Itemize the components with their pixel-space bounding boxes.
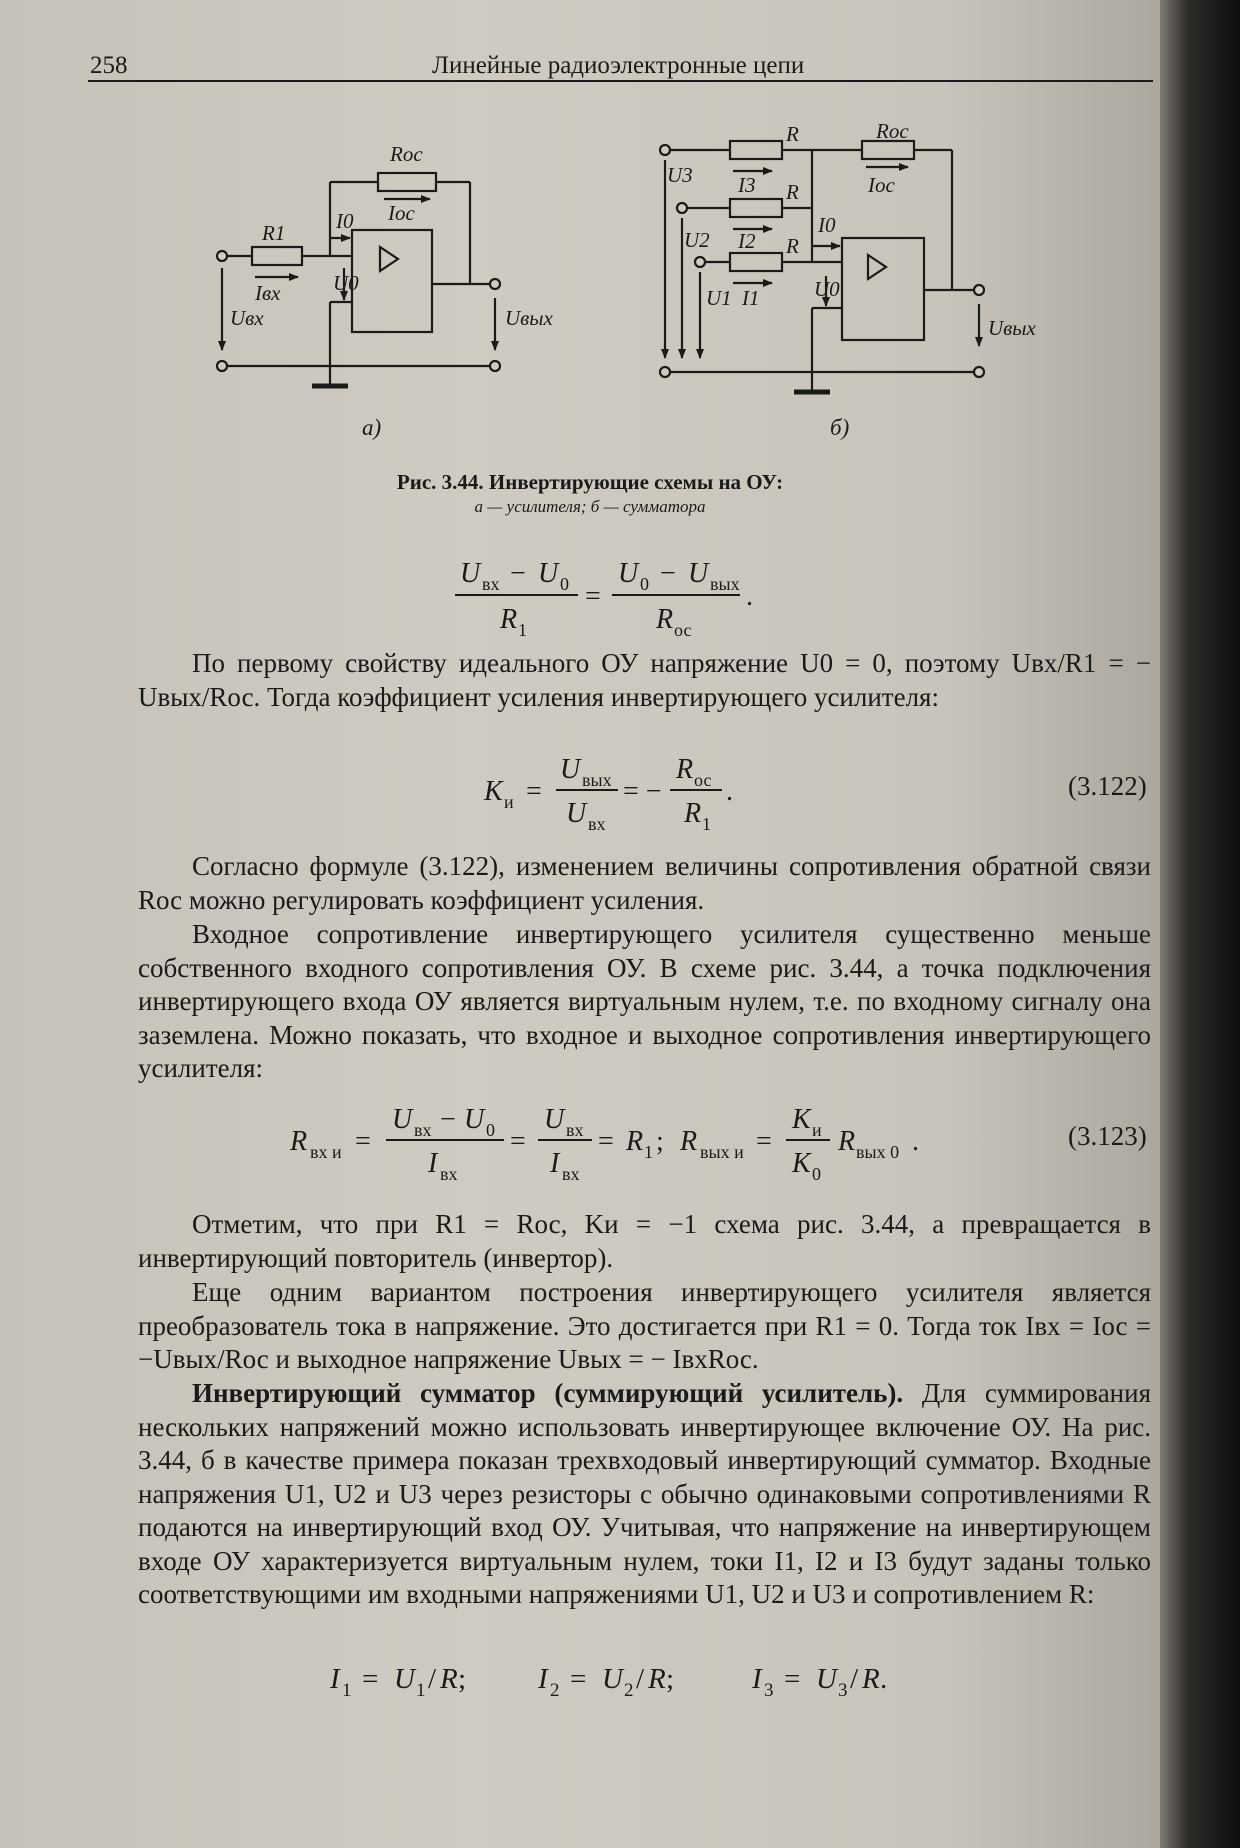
label-i2-b: I2 xyxy=(738,229,756,253)
paragraph-3: Входное сопротивление инвертирующего усилителя существенно меньше собственного входного сопротивления ОУ. В схеме рис. 3.44, а точка подключения инвертирующего входа ОУ является виртуальным нулем, т.е. по входному сигналу она заземлена. Можно показать, что входное и выходное сопротивления инвертирующего усилителя: xyxy=(138,919,1151,1083)
svg-text:=: = xyxy=(756,1126,772,1157)
circuit-b-inverting-summer xyxy=(660,141,984,392)
label-u0-b: U0 xyxy=(814,277,840,301)
svg-text:вх: вх xyxy=(482,574,500,594)
svg-text:U: U xyxy=(618,558,639,589)
label-r-mid-b: R xyxy=(786,180,799,204)
label-r-top-b: R xyxy=(786,122,799,146)
svg-text:K: K xyxy=(792,1104,811,1135)
svg-text:−: − xyxy=(440,1104,456,1135)
svg-text:0: 0 xyxy=(812,1164,821,1184)
label-r-feedback-a: Rос xyxy=(390,142,423,166)
svg-text:1: 1 xyxy=(342,1680,352,1701)
svg-text:.: . xyxy=(726,776,733,807)
svg-text:=: = xyxy=(362,1663,379,1695)
svg-text:R: R xyxy=(676,754,694,785)
paragraph-4: Отметим, что при R1 = Rос, Kи = −1 схема рис. 3.44, а превращается в инвертирующий повторитель (инвертор). xyxy=(138,1209,1151,1273)
svg-text:вх: вх xyxy=(414,1120,432,1140)
svg-text:3: 3 xyxy=(838,1680,848,1701)
figure-label-b: б) xyxy=(830,415,850,440)
svg-text:U: U xyxy=(602,1663,623,1695)
svg-text:и: и xyxy=(812,1120,822,1140)
label-i-in-a: Iвх xyxy=(255,281,281,305)
svg-text:U: U xyxy=(464,1104,485,1135)
svg-text:I: I xyxy=(550,1148,560,1179)
figure-label-a: а) xyxy=(362,415,382,440)
svg-text:;: ; xyxy=(656,1126,664,1157)
svg-text:U: U xyxy=(394,1663,415,1695)
svg-text:I: I xyxy=(428,1148,438,1179)
svg-text:R: R xyxy=(500,604,518,635)
svg-text:1: 1 xyxy=(416,1680,426,1701)
label-i-feedback-b: Iос xyxy=(868,173,895,197)
svg-text:;: ; xyxy=(458,1663,467,1695)
resistor-r-feedback-a xyxy=(378,173,436,191)
op-amp-b xyxy=(842,238,924,340)
equation-number-3-122: (3.122) xyxy=(1068,771,1147,801)
svg-text:вх и: вх и xyxy=(310,1142,342,1162)
svg-text:K: K xyxy=(484,776,503,807)
label-i0-a: I0 xyxy=(336,209,354,233)
svg-text:1: 1 xyxy=(518,620,527,640)
page-number: 258 xyxy=(90,52,128,79)
figure-caption: Рис. 3.44. Инвертирующие схемы на ОУ: xyxy=(396,470,784,494)
paragraph-2: Согласно формуле (3.122), изменением величины сопротивления обратной связи Rос можно регулировать коэффициент усиления. xyxy=(138,851,1151,915)
svg-text:2: 2 xyxy=(550,1680,560,1701)
svg-text:R: R xyxy=(838,1126,856,1157)
label-u-in-a: Uвх xyxy=(230,306,264,330)
svg-text:−: − xyxy=(660,558,676,589)
svg-text:вх: вх xyxy=(562,1164,580,1184)
svg-text:U: U xyxy=(544,1104,565,1135)
label-r-low-b: R xyxy=(786,234,799,258)
svg-text:/: / xyxy=(636,1663,645,1695)
svg-text:и: и xyxy=(504,792,514,812)
svg-text:U: U xyxy=(560,754,581,785)
svg-text:/: / xyxy=(428,1663,437,1695)
label-r-feedback-b: Rос xyxy=(876,119,909,143)
label-i3-b: I3 xyxy=(738,173,756,197)
svg-text:= −: = − xyxy=(623,776,662,807)
svg-text:I: I xyxy=(330,1663,340,1695)
svg-text:−: − xyxy=(510,558,526,589)
svg-text:=: = xyxy=(585,581,601,612)
equation-number-3-123: (3.123) xyxy=(1068,1121,1147,1151)
svg-text:K: K xyxy=(792,1148,811,1179)
svg-text:U: U xyxy=(816,1663,837,1695)
label-i-feedback-a: Iос xyxy=(388,201,415,225)
label-u3-b: U3 xyxy=(667,163,693,187)
svg-text:вх: вх xyxy=(440,1164,458,1184)
svg-text:0: 0 xyxy=(486,1120,495,1140)
svg-text:R: R xyxy=(440,1663,458,1695)
figure-subcaption: а — усилителя; б — сумматора xyxy=(474,497,706,516)
label-u0-a: U0 xyxy=(333,271,359,295)
label-u-out-a: Uвых xyxy=(505,306,553,330)
paragraph-5: Еще одним вариантом построения инвертирующего усилителя является преобразователь тока в напряжение. Это достигается при R1 = 0. Тогда ток Iвх = Iос = −Uвых/Rос и выходное напряжение Uвых = − IвхRос. xyxy=(138,1277,1151,1374)
svg-text:0: 0 xyxy=(560,574,569,594)
svg-text:R: R xyxy=(626,1126,644,1157)
svg-text:3: 3 xyxy=(764,1680,774,1701)
svg-text:вых: вых xyxy=(582,770,612,790)
svg-text:=: = xyxy=(598,1126,614,1157)
svg-text:вых и: вых и xyxy=(700,1142,744,1162)
svg-text:=: = xyxy=(526,776,542,807)
svg-text:U: U xyxy=(538,558,559,589)
svg-text:1: 1 xyxy=(644,1142,653,1162)
resistor-r1 xyxy=(252,247,302,265)
svg-text:1: 1 xyxy=(702,814,711,834)
paragraph-6-body: Для суммирования нескольких напряжений можно использовать инвертирующее включение ОУ. На рис. 3.44, б в качестве примера показан трехвходовый инвертирующий сумматор. Входные напряжения U1, U2 и U3 через резисторы с обычно одинаковыми сопротивлениями R подаются на инвертирующий вход ОУ. Учитывая, что напряжение на инвертирующем входе ОУ характеризуется виртуальным нулем, токи I1, I2 и I3 будут заданы только соответствующими им входными напряжениями U1, U2 и U3 и сопротивлением R: xyxy=(138,1378,1152,1609)
svg-text:2: 2 xyxy=(624,1680,634,1701)
running-header-title: Линейные радиоэлектронные цепи xyxy=(432,52,805,79)
svg-text:U: U xyxy=(460,558,481,589)
svg-text:R: R xyxy=(684,798,702,829)
svg-text:R: R xyxy=(656,604,674,635)
svg-text:=: = xyxy=(784,1663,801,1695)
resistor-r2 xyxy=(730,199,782,217)
svg-text:I: I xyxy=(538,1663,548,1695)
svg-text:вых: вых xyxy=(710,574,740,594)
op-amp-a xyxy=(352,230,432,332)
svg-text:U: U xyxy=(566,798,587,829)
svg-text:R: R xyxy=(680,1126,698,1157)
svg-text:вых 0: вых 0 xyxy=(856,1142,900,1162)
label-u2-b: U2 xyxy=(684,228,710,252)
resistor-r-feedback-b xyxy=(862,141,914,159)
svg-text:=: = xyxy=(570,1663,587,1695)
svg-text:=: = xyxy=(355,1126,371,1157)
svg-text:R: R xyxy=(648,1663,666,1695)
svg-text:=: = xyxy=(510,1126,526,1157)
svg-text:ос: ос xyxy=(694,770,712,790)
svg-text:.: . xyxy=(880,1663,888,1695)
svg-text:.: . xyxy=(912,1126,919,1157)
paragraph-6-heading: Инвертирующий сумматор (суммирующий усилитель). xyxy=(192,1378,904,1408)
paragraph-6 xyxy=(138,1377,1151,1612)
label-i0-b: I0 xyxy=(818,213,836,237)
svg-text:U: U xyxy=(392,1104,413,1135)
svg-text:I: I xyxy=(752,1663,762,1695)
svg-text:R: R xyxy=(862,1663,880,1695)
svg-text:.: . xyxy=(746,581,753,612)
svg-text:ос: ос xyxy=(674,620,692,640)
label-i1-b: I1 xyxy=(742,286,760,310)
svg-text:вх: вх xyxy=(588,814,606,834)
resistor-r3 xyxy=(730,141,782,159)
label-u-out-b: Uвых xyxy=(988,316,1036,340)
svg-text:/: / xyxy=(850,1663,859,1695)
figure-3-44 xyxy=(0,0,1180,530)
paragraph-1: По первому свойству идеального ОУ напряжение U0 = 0, поэтому Uвх/R1 = − Uвых/Rос. Тогда коэффициент усиления инвертирующего усилителя: xyxy=(138,648,1151,712)
resistor-r1-b xyxy=(730,253,782,271)
label-u1-b: U1 xyxy=(706,286,732,310)
svg-text:0: 0 xyxy=(640,574,649,594)
svg-text:вх: вх xyxy=(566,1120,584,1140)
label-r1-a: R1 xyxy=(262,221,286,245)
svg-text:;: ; xyxy=(666,1663,675,1695)
svg-text:U: U xyxy=(688,558,709,589)
svg-text:R: R xyxy=(290,1126,308,1157)
